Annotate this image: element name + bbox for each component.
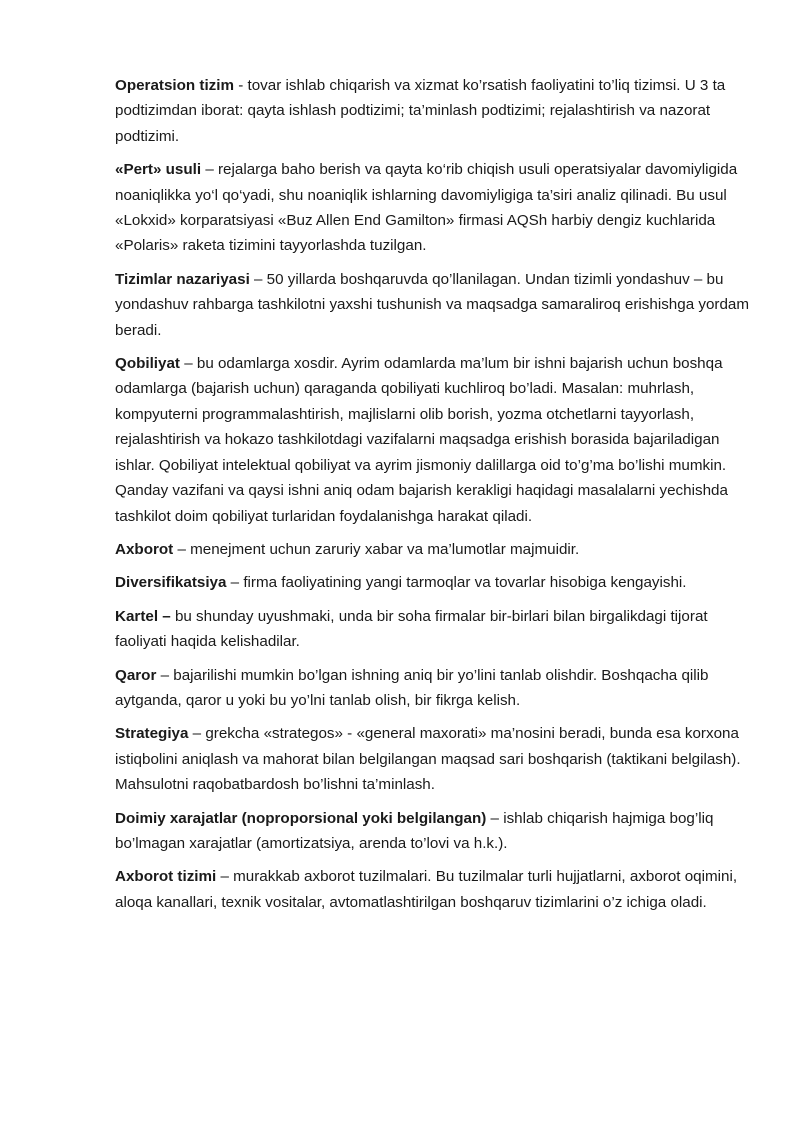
document-page <box>115 73 755 923</box>
glossary-entry <box>115 157 755 259</box>
entry-term: «Pert» usuli <box>115 161 202 179</box>
glossary-entry <box>115 73 755 149</box>
glossary-entry <box>115 604 755 655</box>
entry-term: Kartel – <box>115 607 171 625</box>
entry-definition: – grekcha «strategos» - «general maxorati» ma’nosini beradi, bunda esa korxona istiqbolini aniqlash va mahorat bilan belgilangan maqsad sari boshqarish (taktikani belgilash). Mahsulotni raqobatbardosh bo’lishni ta’minlash. <box>115 725 741 794</box>
entry-term: Tizimlar nazariyasi <box>115 270 250 288</box>
entry-term: Doimiy xarajatlar (noproporsional yoki belgilangan) <box>115 809 487 827</box>
entry-term: Axborot tizimi <box>115 868 217 886</box>
entry-definition: - tovar ishlab chiqarish va xizmat ko’rsatish faoliyatini to’liq tizimsi. U 3 ta podtizimdan iborat: qayta ishlash podtizimi; ta’minlash podtizimi; rejalashtirish va nazorat podtizimi. <box>115 77 726 145</box>
glossary-entry <box>115 663 755 714</box>
glossary-entry <box>115 864 755 915</box>
entry-definition: – rejalarga baho berish va qayta ko‘rib chiqish usuli operatsiyalar davomiyligida noaniqlikka yo‘l qo‘yadi, shu noaniqlik ishlarning davomiyligiga ta’siri analiz qilinadi. Bu usul «Lokxid» korparatsiyasi «Buz Allen End Gamilton» firmasi AQSh harbiy dengiz kuchlarida «Polaris» raketa tizimini tayyorlashda tuzilgan. <box>115 161 738 255</box>
entry-definition: – firma faoliyatining yangi tarmoqlar va tovarlar hisobiga kengayishi. <box>226 574 687 592</box>
entry-definition: – ishlab chiqarish hajmiga bog’liq bo’lmagan xarajatlar (amortizatsiya, arenda to’lovi va h.k.). <box>115 809 714 852</box>
glossary-entry <box>115 721 755 797</box>
entry-term: Qaror <box>115 666 157 684</box>
entry-definition: – bu odamlarga xosdir. Ayrim odamlarda ma’lum bir ishni bajarish uchun boshqa odamlarga (bajarish uchun) qaraganda qobiliyati kuchliroq bo’ladi. Masalan: muhrlash, kompyuterni programmalashtirish, majlislarni olib borish, yozma otchetlarni tayyorlash, rejalashtirish va hokazo tashkilotdagi vazifalarni maqsadga erishish borasida bajariladigan ishlar. Qobiliyat intelektual qobiliyat va ayrim jismoniy dalillarga oid to’g’ma bo’lishi mumkin. Qanday vazifani va qaysi ishni aniq odam bajarish kerakligi haqidagi masalalarni yechishda tashkilot doim qobiliyat turlaridan foydalanishga harakat qiladi. <box>115 355 728 525</box>
entry-definition: – menejment uchun zaruriy xabar va ma’lumotlar majmuidir. <box>173 540 580 558</box>
entry-term: Qobiliyat <box>115 355 180 373</box>
entry-definition: bu shunday uyushmaki, unda bir soha firmalar bir-birlari bilan birgalikdagi tijorat faoliyati haqida kelishadilar. <box>115 607 708 651</box>
glossary-entry <box>115 351 755 529</box>
entry-term: Axborot <box>115 540 174 558</box>
entry-term: Diversifikatsiya <box>115 574 227 592</box>
glossary-entry <box>115 537 755 562</box>
glossary-entry <box>115 267 755 343</box>
entry-definition: – 50 yillarda boshqaruvda qo’llanilagan. Undan tizimli yondashuv – bu yondashuv rahbarga tashkilotni yaxshi tushunish va maqsadga samaraliroq erishishga yordam beradi. <box>115 270 750 339</box>
glossary-entry <box>115 570 755 595</box>
entry-term: Strategiya <box>115 725 189 743</box>
entry-definition: – murakkab axborot tuzilmalari. Bu tuzilmalar turli hujjatlarni, axborot oqimini, aloqa kanallari, texnik vositalar, avtomatlashtirilgan boshqaruv tizimlarini o’z ichiga oladi. <box>115 868 738 911</box>
entry-definition: – bajarilishi mumkin bo’lgan ishning aniq bir yo’lini tanlab olishdir. Boshqacha qilib aytganda, qaror u yoki bu yo’lni tanlab olish, bir fikrga kelish. <box>115 666 709 709</box>
glossary-entry <box>115 806 755 857</box>
entry-term: Operatsion tizim <box>115 77 234 94</box>
